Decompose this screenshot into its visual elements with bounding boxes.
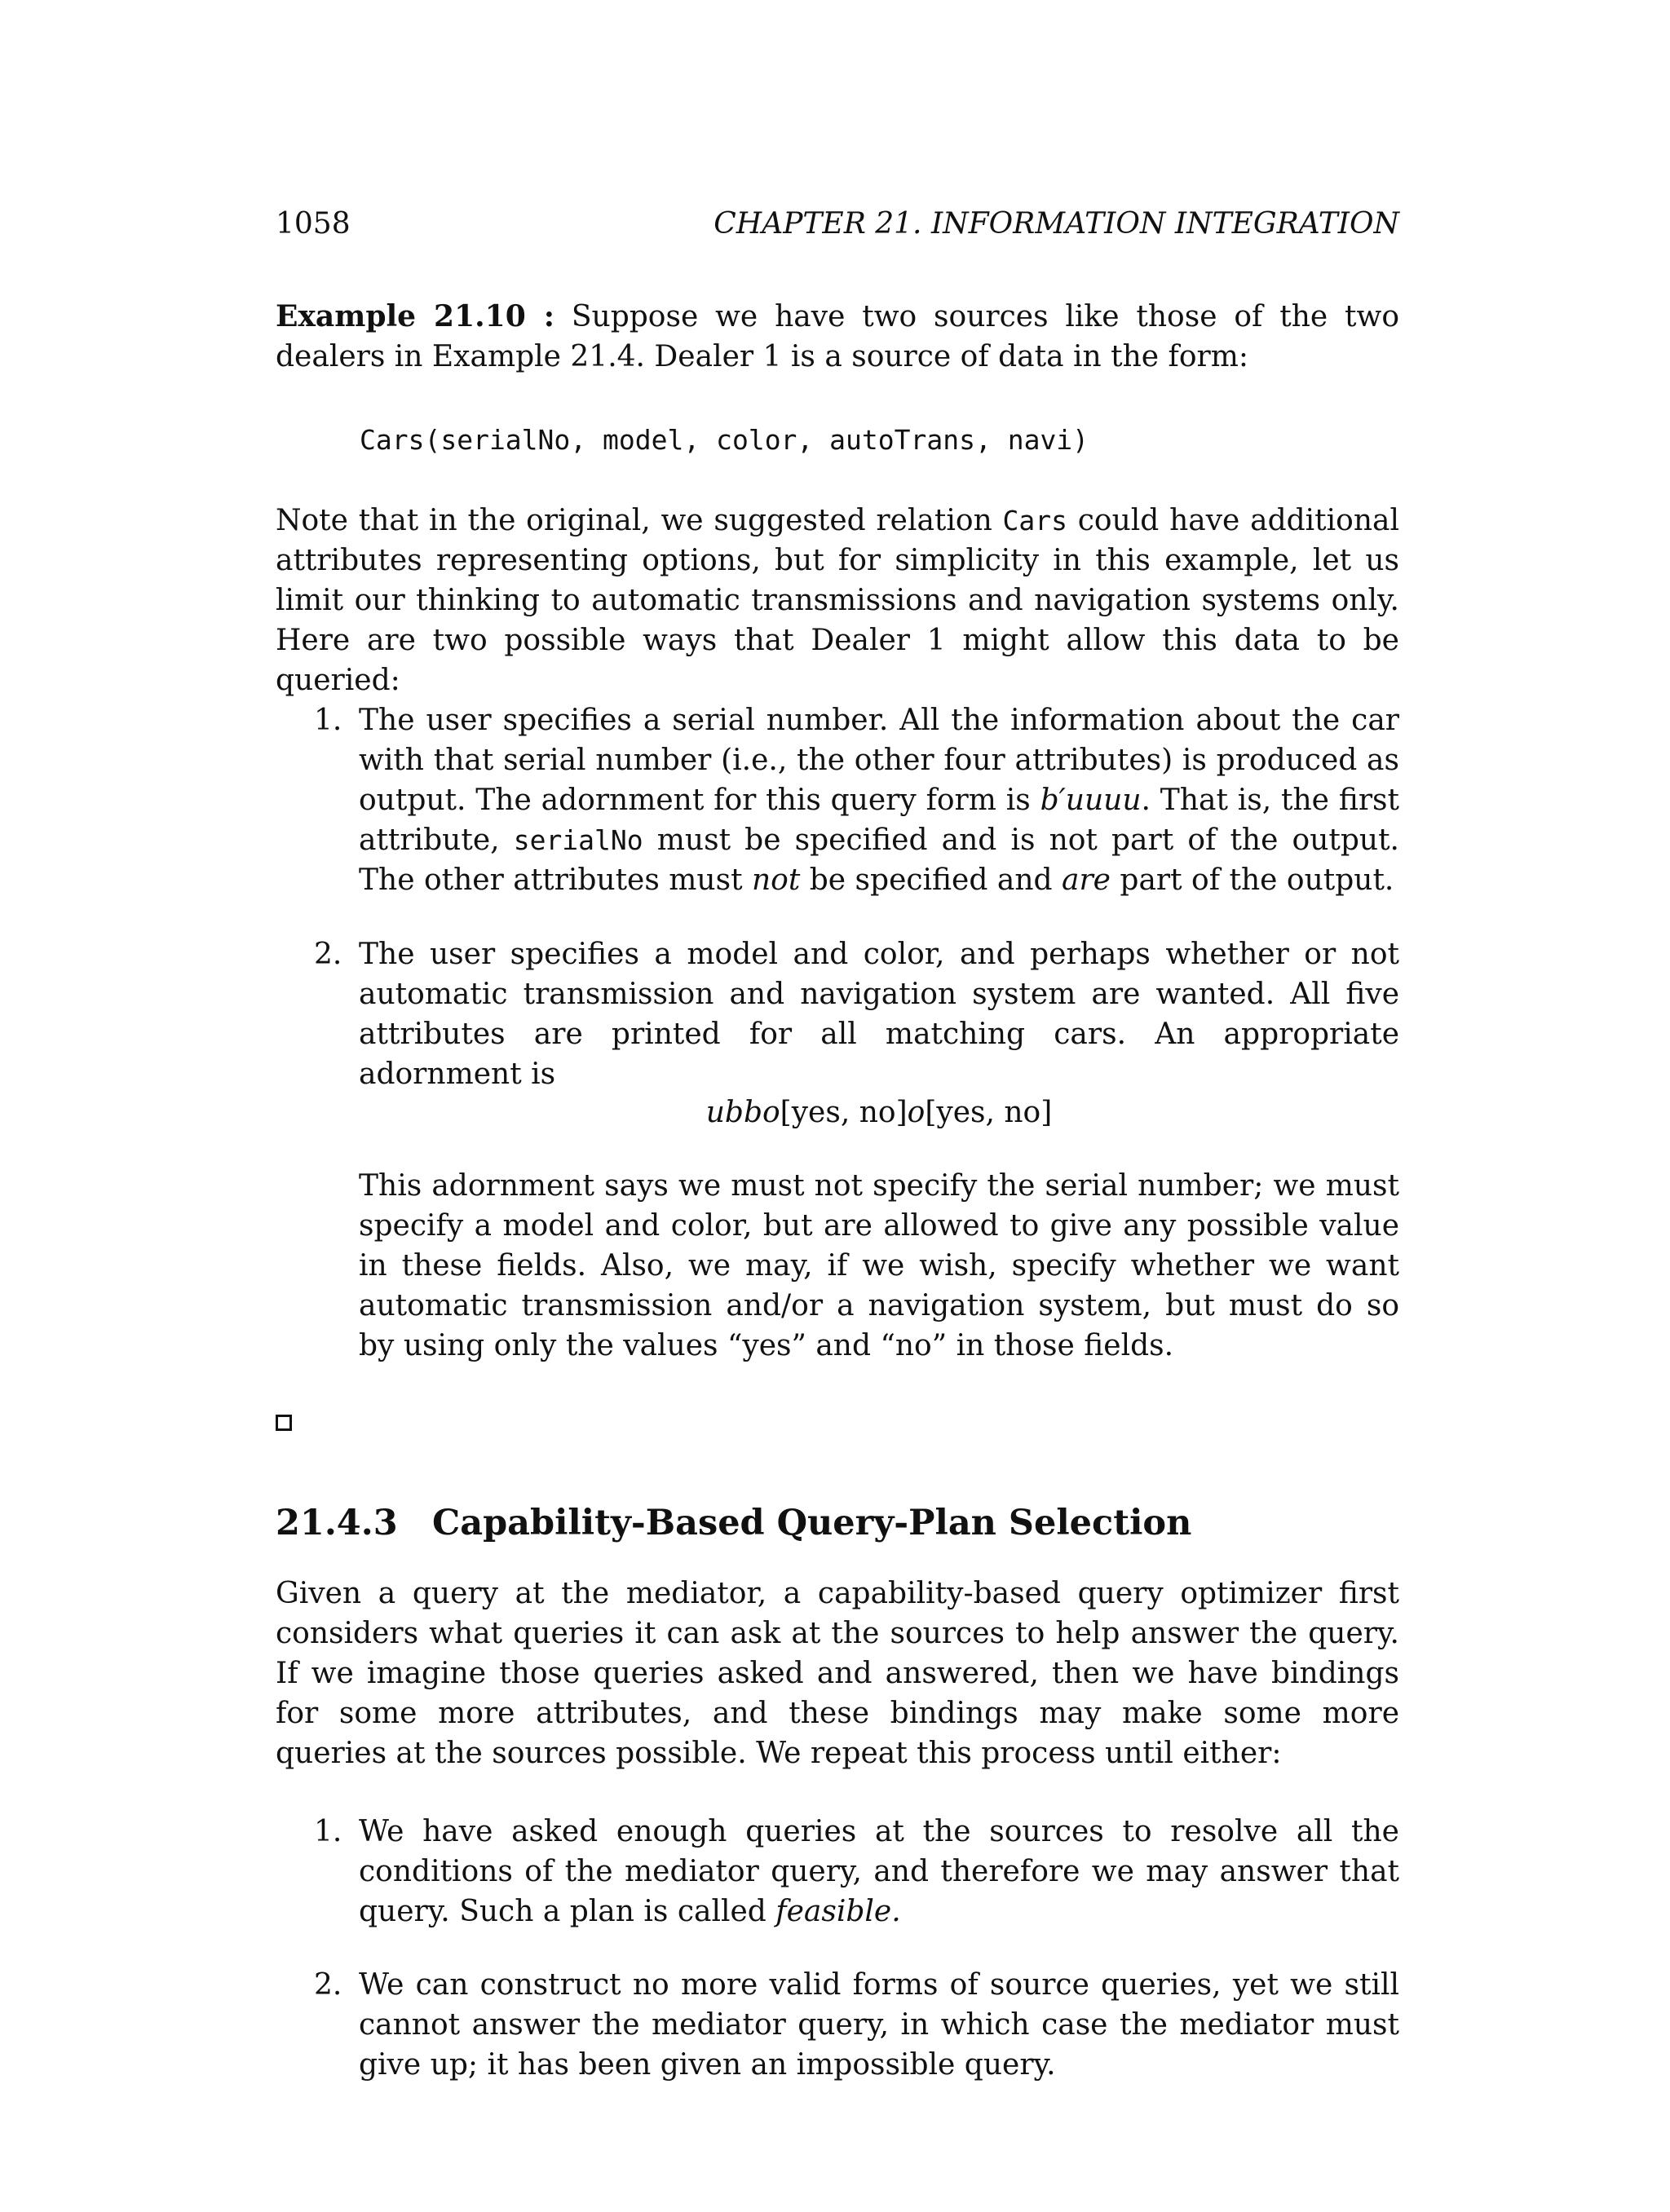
- item1-are: are: [1062, 863, 1111, 897]
- item1-adornment: b′uuuu: [1040, 784, 1142, 817]
- list-item-body: We can construct no more valid forms of source queries, yet we still cannot answer the mediator query, in which case the mediator must give up; it has been given an impossible query.: [359, 1968, 1399, 2082]
- note-after: could have additional attributes representing options, but for simplicity in this example, let us limit our thinking to automatic transmissions and navigation systems only. Here are two possible ways that Dealer 1 might allow this data to be queried:: [276, 504, 1399, 697]
- item1-text-e: part of the output.: [1110, 863, 1394, 897]
- list-item-body: [359, 700, 1399, 900]
- list-number: 2.: [314, 1968, 342, 2002]
- item1-text-b: . That is, the first attribute,: [359, 784, 1399, 857]
- note-relation: Cars: [1002, 505, 1067, 536]
- item1-attr: serialNo: [513, 824, 643, 856]
- item1-text-a: The user specifies a serial number. All the information about the car with that serial number (i.e., the other four attributes) is produced as output. The adornment for this query form is: [359, 704, 1399, 817]
- formula-ubbo: ubbo: [705, 1096, 780, 1129]
- note-before: Note that in the original, we suggested relation: [276, 504, 1003, 537]
- item1-text-c: must be specified and is not part of the output. The other attributes must: [359, 823, 1399, 897]
- adornment-formula: [359, 1093, 1399, 1132]
- example-label: Example 21.10 :: [276, 299, 554, 333]
- section-title: Capability-Based Query-Plan Selection: [432, 1503, 1192, 1543]
- example-intro: [276, 297, 1399, 377]
- list-number: 1.: [314, 1815, 342, 1848]
- section-number: 21.4.3: [276, 1503, 398, 1543]
- formula-o: o: [907, 1096, 926, 1129]
- cars-schema: Cars(serialNo, model, color, autoTrans, navi): [360, 424, 1089, 456]
- note-paragraph: [276, 501, 1399, 700]
- list-number: 2.: [314, 938, 342, 971]
- end-of-example-box: [276, 1415, 292, 1431]
- chapter-title: CHAPTER 21. INFORMATION INTEGRATION: [714, 207, 1399, 241]
- running-head: [276, 204, 1399, 245]
- list-number: 1.: [314, 704, 342, 737]
- section-item1-text: We have asked enough queries at the sources to resolve all the conditions of the mediator query, and therefore we may answer that query. Such a plan is called: [359, 1815, 1399, 1928]
- section-heading: [276, 1499, 1399, 1548]
- list-item-body: The user specifies a model and color, and perhaps whether or not automatic transmission and navigation system are wanted. All five attributes are printed for all matching cars. An appropriate adornment is: [359, 938, 1399, 1091]
- list-item-body: [359, 1812, 1399, 1932]
- example-intro-text: Suppose we have two sources like those of the two dealers in Example 21.4. Dealer 1 is a source of data in the form:: [276, 300, 1400, 373]
- item1-text-d: be specified and: [800, 863, 1062, 897]
- formula-set-2: [yes, no]: [925, 1096, 1053, 1129]
- section-intro: Given a query at the mediator, a capability-based query optimizer first considers what queries it can ask at the sources to help answer the query. If we imagine those queries asked and answered, then we have bindings for some more attributes, and these bindings may make some more queries at the sources possible. We repeat this process until either:: [276, 1577, 1399, 1770]
- item2-explanation-text: This adornment says we must not specify the serial number; we must specify a model and color, but are allowed to give any possible value in these fields. Also, we may, if we wish, specify whether we want automatic transmission and/or a navigation system, but must do so by using only the values “yes” and “no” in those fields.: [359, 1169, 1399, 1362]
- formula-set-1: [yes, no]: [780, 1096, 908, 1129]
- feasible-term: feasible.: [775, 1895, 901, 1928]
- page-number: 1058: [276, 207, 351, 241]
- item1-not: not: [751, 863, 801, 897]
